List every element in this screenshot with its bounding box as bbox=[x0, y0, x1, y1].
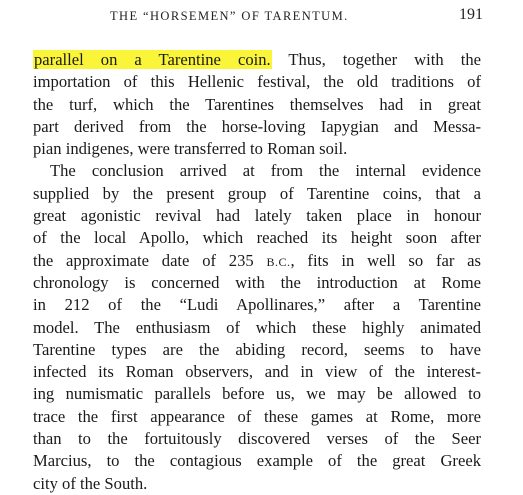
paragraph-2-line: The conclusion arrived at from the internal evidence bbox=[50, 161, 481, 181]
paragraph-2-line: of the local Apollo, which reached its height soon after bbox=[33, 228, 481, 248]
paragraph-2-line: supplied by the present group of Tarentine coins, that a bbox=[33, 183, 481, 203]
paragraph-2-line: trace the first appearance of these games at Rome, more bbox=[33, 406, 481, 426]
highlighted-phrase: parallel on a Tarentine coin. bbox=[34, 50, 271, 69]
paragraph-2-line: infected its Roman observers, and in view of the interest- bbox=[33, 362, 481, 382]
paragraph-2-line: chronology is concerned with the introduction at Rome bbox=[33, 272, 481, 292]
paragraph-2-line: model. The enthusiasm of which these highly animated bbox=[33, 317, 481, 337]
date-line-after: , fits in well so far as bbox=[290, 250, 481, 270]
paragraph-2-line: city of the South. bbox=[33, 473, 148, 493]
body-text bbox=[33, 49, 481, 495]
date-line-before: the approximate date of 235 bbox=[33, 250, 267, 270]
paragraph-2-line: Marcius, to the contagious example of the great Greek bbox=[33, 451, 481, 471]
paragraph-2-date-line bbox=[33, 250, 481, 272]
paragraph-1-line: importation of this Hellenic festival, the old traditions of bbox=[33, 72, 481, 92]
date-abbreviation: B.C. bbox=[266, 254, 291, 269]
paragraph-2-line: than to the fortuitously discovered verses of the Seer bbox=[33, 429, 481, 449]
paragraph-2-line: ing numismatic parallels before us, we may be allowed to bbox=[33, 384, 481, 404]
page-number: 191 bbox=[459, 6, 483, 23]
paragraph-1-line-1 bbox=[33, 49, 481, 71]
paragraph-2-line: in 212 of the “Ludi Apollinares,” after a Tarentine bbox=[33, 295, 481, 315]
paragraph-1-line-1-rest: Thus, together with the bbox=[271, 50, 481, 69]
running-head: THE “HORSEMEN” OF TARENTUM. bbox=[110, 9, 349, 23]
paragraph-1-line: part derived from the horse-loving Iapygian and Messa- bbox=[33, 116, 481, 136]
paragraph-2-line: great agonistic revival had lately taken place in honour bbox=[33, 206, 481, 226]
paragraph-1-line: pian indigenes, were transferred to Roman soil. bbox=[33, 139, 348, 159]
paragraph-2-line: Tarentine types are the abiding record, seems to have bbox=[33, 339, 481, 359]
paragraph-1-line: the turf, which the Tarentines themselves had in great bbox=[33, 94, 481, 114]
